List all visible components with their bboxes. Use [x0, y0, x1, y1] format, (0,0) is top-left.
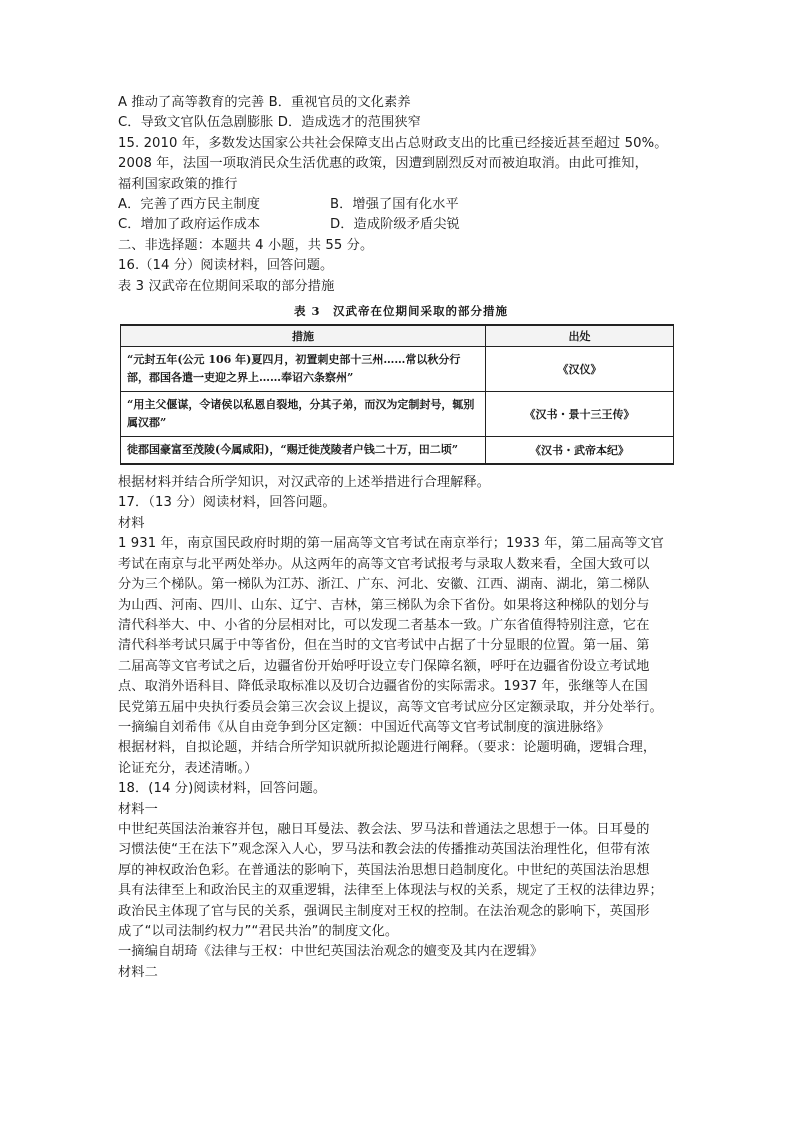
q17-material-line: 为山西、河南、四川、山东、辽宁、吉林，第三梯队为余下省份。如果将这种梯队的划分与 [118, 597, 650, 613]
q14-options-cd: C．导致文官队伍急剧膨胀 D．造成选才的范围狭窄 [118, 115, 421, 131]
q15-stem-line-2: 2008 年，法国一项取消民众生活优惠的政策，因遭到剧烈反对而被迫取消。由此可推知， [118, 156, 648, 172]
q17-material-line: 民党第五届中央执行委员会第三次会议上提议，高等文官考试应分区定额录取，并分处举行。 [118, 699, 663, 715]
q15-option-a: A．完善了西方民主制度 [118, 197, 260, 213]
exam-page [118, 93, 684, 983]
measure-cell: “元封五年(公元 106 年)夏四月，初置刺史部十三州……常以秋分行部，郡国各遣一吏迎之界上……奉诏六条察州” [121, 347, 486, 392]
measures-table [120, 324, 674, 465]
q18-material1-label: 材料一 [118, 801, 158, 817]
table-header-row [121, 325, 674, 347]
measure-cell: “用主父偃谋，令诸侯以私恩自裂地，分其子弟，而汉为定制封号，辄别属汉郡” [121, 392, 486, 437]
q17-material-line: 分为三个梯队。第一梯队为江苏、浙江、广东、河北、安徽、江西、湖南、湖北，第二梯队 [118, 577, 650, 593]
q17-material-label: 材料 [118, 515, 145, 531]
q18-material-line: 具有法律至上和政治民主的双重逻辑，法律至上体现法与权的关系，规定了王权的法律边界； [118, 883, 663, 899]
q18-material-line: 厚的神权政治色彩。在普通法的影响下，英国法治思想日趋制度化。中世纪的英国法治思想 [118, 862, 650, 878]
q16-stem: 16.（14 分）阅读材料，回答问题。 [118, 258, 334, 274]
q18-material-line: 习惯法使“王在法下”观念深入人心，罗马法和教会法的传播推动英国法治理性化，但带有浓 [118, 842, 651, 858]
q17-material-line: 二届高等文官考试之后，边疆省份开始呼吁设立专门保障名额，呼吁在边疆省份设立考试地 [118, 658, 650, 674]
q15-option-d: D．造成阶级矛盾尖锐 [330, 217, 460, 233]
q15-stem-line-1: 15. 2010 年，多数发达国家公共社会保障支出占总财政支出的比重已经接近甚至超过 50%。 [118, 135, 668, 151]
header-measure: 措施 [121, 325, 486, 347]
q14-options-ab: A 推动了高等教育的完善 B．重视官员的文化素养 [118, 95, 411, 110]
measure-cell: 徙郡国豪富至茂陵(今属咸阳)，“赐迁徙茂陵者户钱二十万，田二顷” [121, 437, 486, 465]
q16-table-caption: 表 3 汉武帝在位期间采取的部分措施 [118, 278, 335, 294]
q15-options-row-2 [118, 215, 684, 235]
header-source: 出处 [486, 325, 674, 347]
q17-material-line: 1 931 年，南京国民政府时期的第一届高等文官考试在南京举行；1933 年，第二届高等文官 [118, 536, 664, 552]
q17-stem: 17．（13 分）阅读材料，回答问题。 [118, 495, 336, 511]
q17-material-line: 清代科举大、中、小省的分层相对比，可以发现二者基本一致。广东省值得特别注意，它在 [118, 617, 650, 633]
table-row [121, 392, 674, 437]
q17-material-line: 清代科举考试只属于中等省份，但在当时的文官考试中占据了十分显眼的位置。第一届、第 [118, 638, 650, 654]
q18-material2-label: 材料二 [118, 964, 158, 980]
table-title: 表 3 汉武帝在位期间采取的部分措施 [293, 304, 508, 319]
q15-options-row-1 [118, 195, 684, 215]
q18-stem: 18．(14 分)阅读材料，回答问题。 [118, 781, 327, 797]
q17-citation: 一摘编自刘希伟《从自由竞争到分区定额：中国近代高等文官考试制度的演进脉络》 [118, 719, 610, 735]
q18-material-line: 政治民主体现了官与民的关系，强调民主制度对王权的控制。在法治观念的影响下，英国形 [118, 903, 650, 919]
q17-question-line-1: 根据材料，自拟论题，并结合所学知识就所拟论题进行阐释。（要求：论题明确，逻辑合理， [118, 740, 657, 756]
q15-stem-line-3: 福利国家政策的推行 [118, 176, 238, 192]
q18-citation: 一摘编自胡琦《法律与王权：中世纪英国法治观念的嬗变及其内在逻辑》 [118, 944, 544, 960]
q15-option-c: C．增加了政府运作成本 [118, 217, 261, 233]
table-row [121, 437, 674, 465]
table-row [121, 347, 674, 392]
source-cell: 《汉仪》 [486, 347, 674, 392]
source-cell: 《汉书・景十三王传》 [486, 392, 674, 437]
section-heading: 二、非选择题：本题共 4 小题，共 55 分。 [118, 237, 374, 253]
q15-option-b: B．增强了国有化水平 [330, 197, 459, 213]
q17-material-line: 考试在南京与北平两处举办。从这两年的高等文官考试报考与录取人数来看，全国大致可以 [118, 556, 650, 572]
q17-material-line: 点、取消外语科目、降低录取标准以及切合边疆省份的实际需求。1937 年，张继等人在国 [118, 679, 648, 695]
q18-material-line: 中世纪英国法治兼容并包，融日耳曼法、教会法、罗马法和普通法之思想于一体。日耳曼的 [118, 821, 650, 837]
source-cell: 《汉书・武帝本纪》 [486, 437, 674, 465]
q17-question-line-2: 论证充分，表述清晰。） [118, 760, 258, 776]
q16-question: 根据材料并结合所学知识，对汉武帝的上述举措进行合理解释。 [118, 475, 491, 491]
q18-material-line: 成了“以司法制约权力”“君民共治”的制度文化。 [118, 924, 399, 939]
